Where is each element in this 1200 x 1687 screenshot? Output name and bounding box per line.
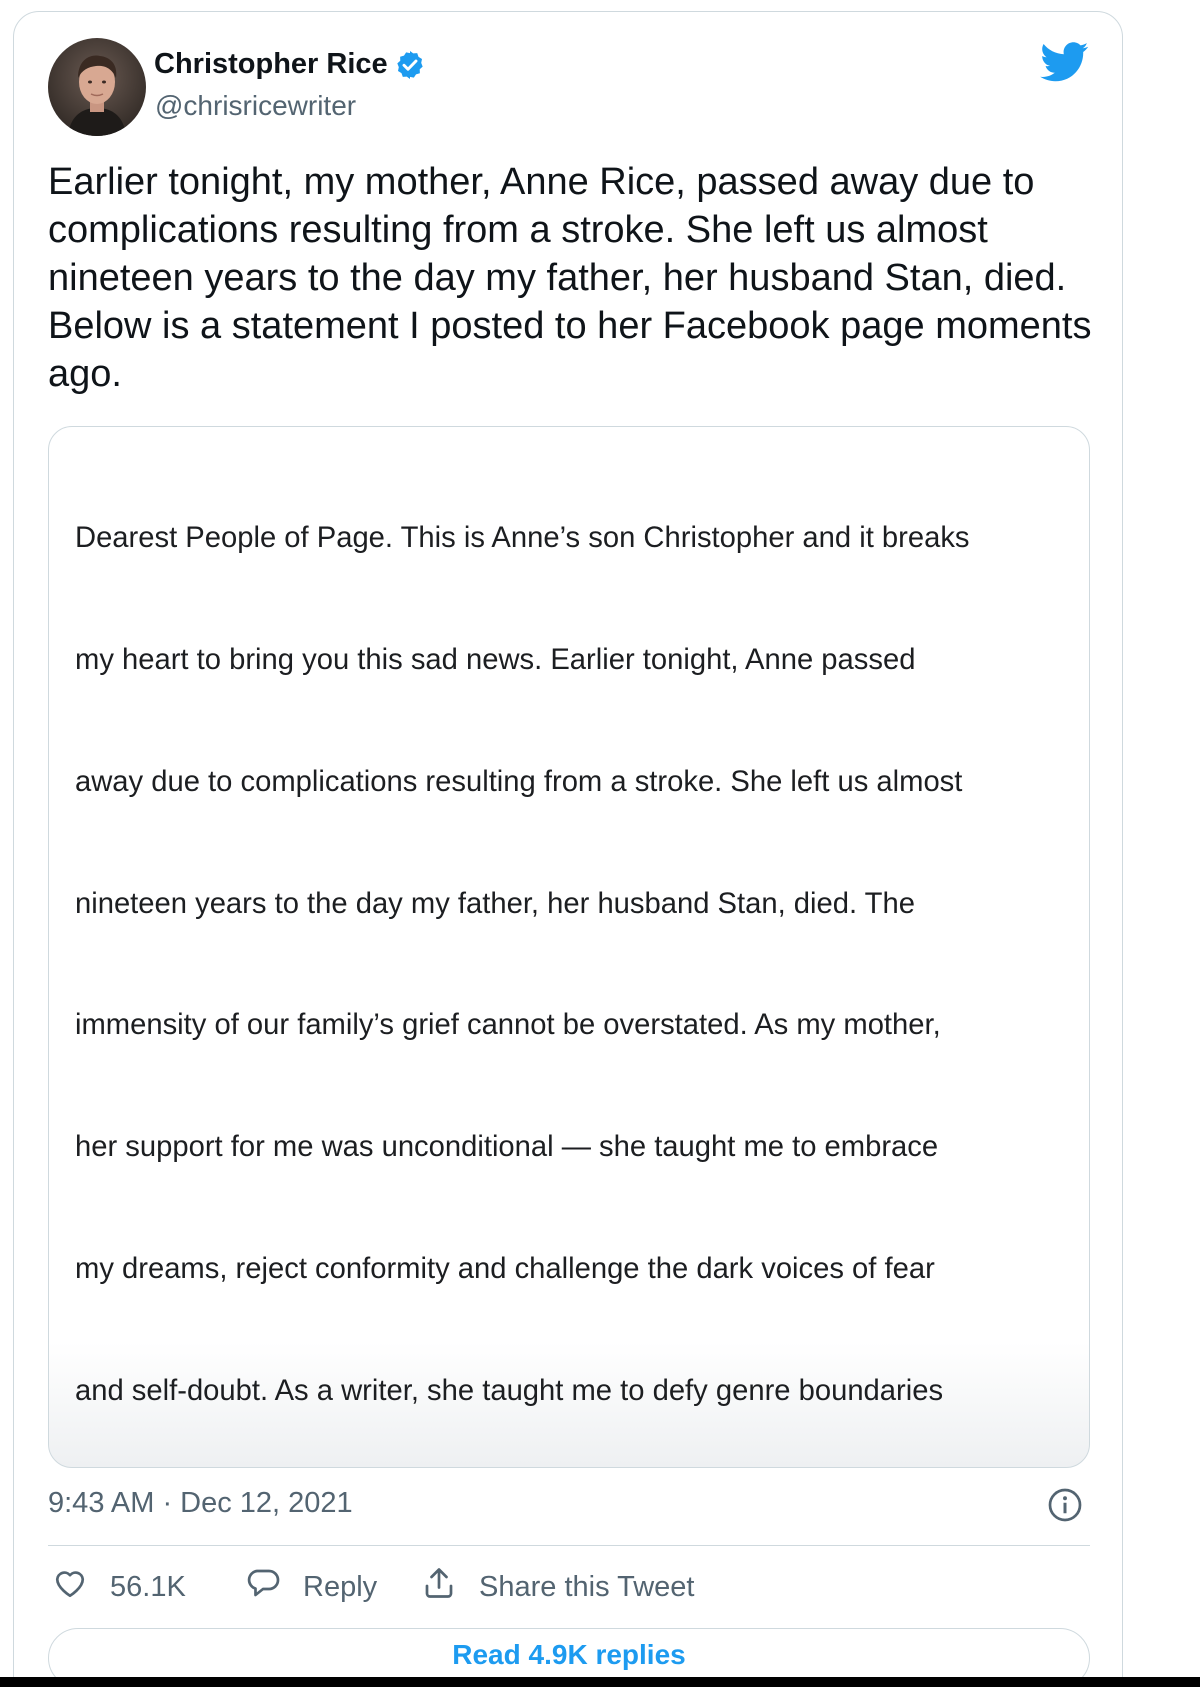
embedded-statement-image[interactable] <box>48 426 1090 1468</box>
author-name-text: Christopher Rice <box>154 48 388 80</box>
bottom-edge-bar <box>0 1677 1200 1687</box>
statement-line: Dearest People of Page. This is Anne’s son Christopher and it breaks <box>75 522 970 555</box>
heart-icon <box>52 1565 88 1609</box>
tweet-actions <box>52 1565 694 1609</box>
share-button[interactable] <box>421 1565 694 1609</box>
tweet-timestamp[interactable]: 9:43 AM · Dec 12, 2021 <box>48 1487 353 1519</box>
info-icon[interactable] <box>1047 1487 1083 1523</box>
like-button[interactable] <box>52 1565 245 1609</box>
share-icon <box>421 1565 457 1609</box>
statement-line: immensity of our family’s grief cannot be overstated. As my mother, <box>75 1009 941 1042</box>
avatar-photo <box>48 38 146 136</box>
twitter-bird-icon[interactable] <box>1040 42 1090 82</box>
tweet-text: Earlier tonight, my mother, Anne Rice, passed away due to complications resulting from a stroke. She left us almost nineteen years to the day my father, her husband Stan, died. Below is a statement I posted to her Facebook page moments ago. <box>48 161 1092 395</box>
statement-line: nineteen years to the day my father, her husband Stan, died. The <box>75 887 915 920</box>
author-name[interactable] <box>154 48 426 81</box>
like-count: 56.1K <box>110 1570 186 1603</box>
reply-icon <box>245 1565 281 1609</box>
statement-line: my heart to bring you this sad news. Earlier tonight, Anne passed <box>75 643 916 676</box>
embedded-statement-text <box>75 437 1075 1468</box>
divider <box>48 1545 1090 1546</box>
share-label: Share this Tweet <box>479 1570 695 1603</box>
verified-badge-icon <box>394 49 426 81</box>
reply-label: Reply <box>303 1570 378 1603</box>
avatar[interactable] <box>48 38 146 136</box>
read-replies-label: Read 4.9K replies <box>452 1639 686 1670</box>
statement-line: her support for me was unconditional — she taught me to embrace <box>75 1131 939 1164</box>
statement-line: my dreams, reject conformity and challenge the dark voices of fear <box>75 1252 935 1285</box>
statement-line: away due to complications resulting from a stroke. She left us almost <box>75 765 963 798</box>
author-handle[interactable]: @chrisricewriter <box>155 90 357 121</box>
statement-line: and self-doubt. As a writer, she taught me to defy genre boundaries <box>75 1374 944 1407</box>
reply-button[interactable] <box>245 1565 421 1609</box>
